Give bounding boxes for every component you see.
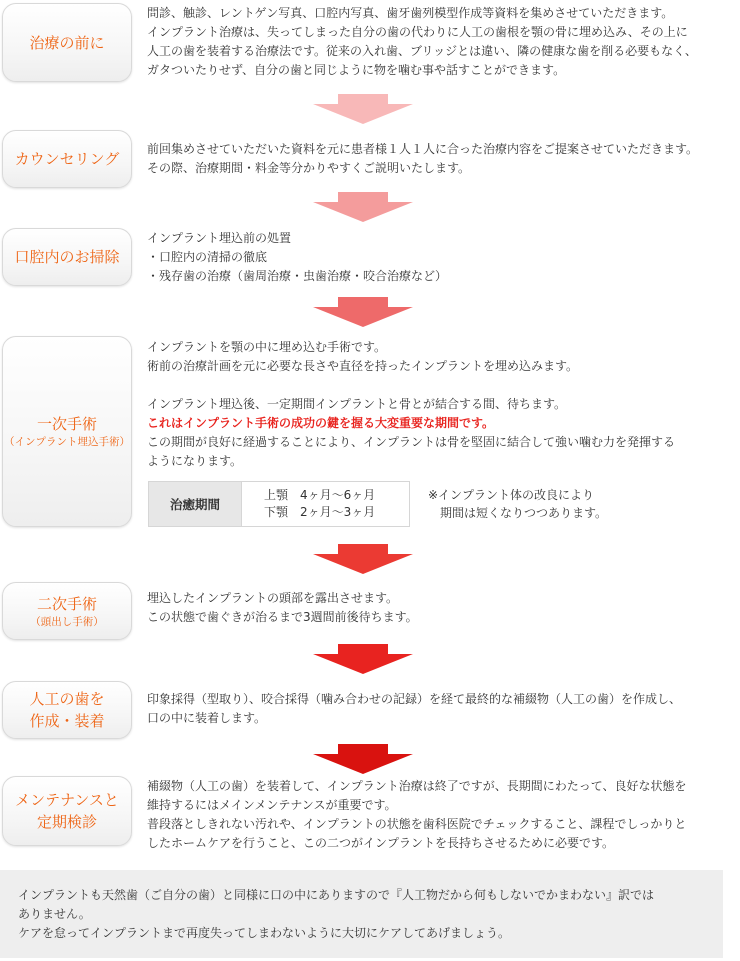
step-description <box>147 229 740 286</box>
step-title: カウンセリング <box>14 150 120 168</box>
text-line: インプラントを顎の中に埋め込む手術です。 <box>147 340 387 354</box>
text-line: 補綴物（人工の歯）を装着して、インプラント治療は終了ですが、長期間にわたって、良好な状態を <box>147 779 687 793</box>
period-note <box>428 486 607 522</box>
text-line: 問診、触診、レントゲン写真、口腔内写真、歯牙歯列模型作成等資料を集めさせていただきます。 <box>147 6 674 20</box>
text-line: 術前の治療計画を元に必要な長さや直径を持ったインプラントを埋め込みます。 <box>147 359 579 373</box>
text-line: ・口腔内の清掃の徹底 <box>147 250 268 264</box>
step-label-prosthesis <box>2 681 132 739</box>
step-description <box>147 589 740 627</box>
step-label-before-treatment <box>2 3 132 82</box>
text-line: 維持するにはメインメンテナンスが重要です。 <box>147 798 397 812</box>
emphasis-text: これはインプラント手術の成功の鍵を握る大変重要な期間です。 <box>147 416 495 430</box>
step-label-maintenance <box>2 776 132 846</box>
text-line: この期間が良好に経過することにより、インプラントは骨を堅固に結合して強い噛む力を発揮する <box>147 435 676 449</box>
step-title: 二次手術 <box>36 594 97 613</box>
upper-jaw-period: 上顎 4ヶ月〜6ヶ月 <box>264 488 376 502</box>
down-arrow-icon <box>313 544 413 574</box>
down-arrow-icon <box>313 297 413 327</box>
text-line: 口の中に装着します。 <box>147 711 267 725</box>
note-line: 期間は短くなりつつあります。 <box>428 506 608 520</box>
down-arrow-icon <box>313 644 413 674</box>
step-title: 一次手術 <box>36 415 97 433</box>
text-line: 埋込したインプラントの頭部を露出させます。 <box>147 591 399 605</box>
step-title: メンテナンスと <box>15 791 119 809</box>
footer-note-box <box>0 870 723 958</box>
down-arrow-icon <box>313 94 413 124</box>
text-line: ガタついたりせず、自分の歯と同じように物を噛む事や話すことができます。 <box>147 63 566 77</box>
text-line: この状態で歯ぐきが治るまで3週間前後待ちます。 <box>147 610 418 624</box>
step-description <box>147 140 740 178</box>
step-label-secondary-surgery <box>2 582 132 640</box>
text-line: 人工の歯を装着する治療法です。従来の入れ歯、ブリッジとは違い、隣の健康な歯を削る必要もなく、 <box>147 44 697 58</box>
lower-jaw-period: 下顎 2ヶ月〜3ヶ月 <box>264 505 376 519</box>
step-label-primary-surgery <box>2 336 132 527</box>
down-arrow-icon <box>313 744 413 774</box>
text-line: したホームケアを行うこと、この二つがインプラントを長持ちさせるために必要です。 <box>147 836 615 850</box>
text-line: インプラント治療は、失ってしまった自分の歯の代わりに人工の歯根を顎の骨に埋め込み、その上に <box>147 25 688 39</box>
text-line: 普段落としきれない汚れや、インプラントの状態を歯科医院でチェックすること、課程でしっかりと <box>147 817 687 831</box>
step-title: 口腔内のお掃除 <box>14 248 120 266</box>
step-title-line2: 定期検診 <box>36 813 97 831</box>
text-line: ようになります。 <box>147 454 243 468</box>
step-subtitle: （インプラント埋込手術） <box>4 436 130 448</box>
text-line: 印象採得（型取り）、咬合採得（噛み合わせの記録）を経て最終的な補綴物（人工の歯）を作成し、 <box>147 692 682 706</box>
note-line: ※インプラント体の改良により <box>428 488 595 502</box>
step-description <box>147 690 740 728</box>
footer-line: ありません。 <box>18 907 91 921</box>
step-subtitle: （頭出し手術） <box>30 615 104 628</box>
step-title-line2: 作成・装着 <box>29 712 105 730</box>
text-line: インプラント埋込後、一定期間インプラントと骨とが結合する間、待ちます。 <box>147 397 567 411</box>
text-line: インプラント埋込前の処置 <box>147 231 292 245</box>
down-arrow-icon <box>313 192 413 222</box>
step-label-oral-cleaning <box>2 228 132 286</box>
footer-line: インプラントも天然歯（ご自分の歯）と同様に口の中にありますので『人工物だから何もしないでかまわない』訳では <box>18 888 655 902</box>
healing-period-table <box>148 481 410 527</box>
step-title: 人工の歯を <box>29 690 105 708</box>
footer-line: ケアを怠ってインプラントまで再度失ってしまわないように大切にケアしてあげましょう。 <box>18 926 511 940</box>
text-line: その際、治療期間・料金等分かりやすくご説明いたします。 <box>147 161 471 175</box>
step-description <box>147 338 740 471</box>
text-line: 前回集めさせていただいた資料を元に患者様１人１人に合った治療内容をご提案させていただきます。 <box>147 142 699 156</box>
period-header: 治癒期間 <box>149 482 242 526</box>
step-title: 治療の前に <box>29 33 105 52</box>
step-description <box>147 777 740 853</box>
step-description <box>147 4 740 80</box>
step-label-counseling <box>2 130 132 188</box>
text-line: ・残存歯の治療（歯周治療・虫歯治療・咬合治療など） <box>147 269 448 283</box>
